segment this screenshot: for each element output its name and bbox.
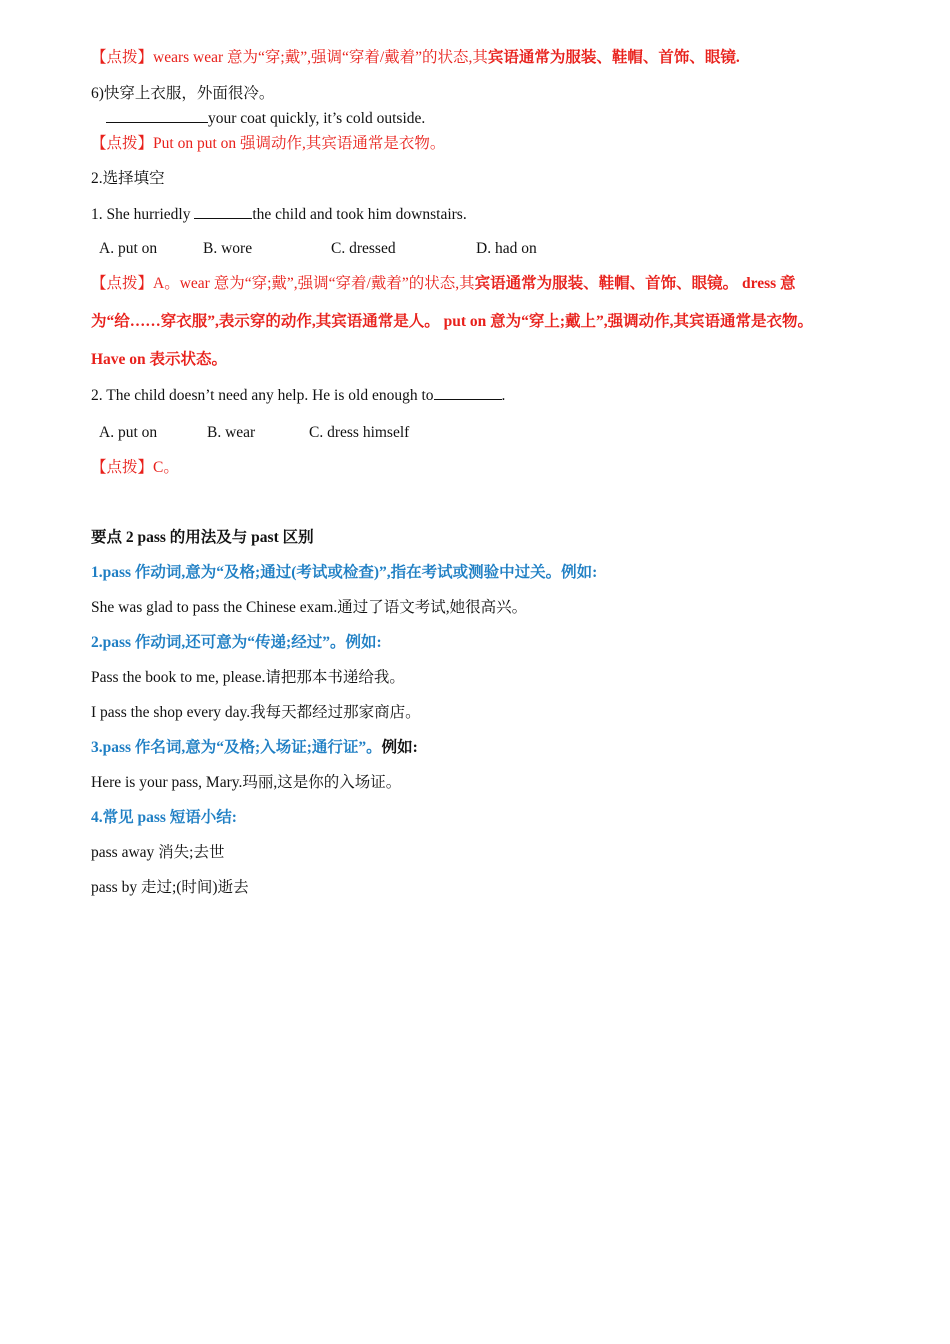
point-2-heading-2: 2.pass 作动词,还可意为“传递;经过”。例如: bbox=[91, 634, 382, 651]
tip-line-1 bbox=[91, 48, 740, 68]
mc2-option-b[interactable]: B. wear bbox=[207, 424, 256, 441]
point-2-example-3: Here is your pass, Mary.玛丽,这是你的入场证。 bbox=[91, 774, 402, 791]
point-2-heading-4: 4.常见 pass 短语小结: bbox=[91, 809, 237, 826]
point-2-example-2b: I pass the shop every day.我每天都经过那家商店。 bbox=[91, 704, 421, 721]
question-6-text: your coat quickly, it’s cold outside. bbox=[208, 110, 426, 127]
tip-line-3 bbox=[91, 274, 796, 294]
section-title-choice: 2.选择填空 bbox=[91, 170, 165, 187]
phrase-pass-by: pass by 走过;(时间)逝去 bbox=[91, 879, 249, 896]
tip-text: wear 意为“穿;戴”,强调“穿着/戴着”的状态,其 bbox=[179, 275, 475, 292]
answer-blank[interactable] bbox=[434, 385, 502, 400]
point-2-example-1: She was glad to pass the Chinese exam.通过了语文考试,她很高兴。 bbox=[91, 599, 528, 616]
heading-3-text: 3.pass 作名词,意为“及格;入场证;通行证”。 bbox=[91, 739, 382, 756]
tip-bracket: 【点拨】 bbox=[91, 49, 154, 66]
answer-blank[interactable] bbox=[106, 108, 208, 123]
heading-3-example-label: 例如: bbox=[381, 739, 418, 756]
question-6-sentence bbox=[106, 108, 425, 129]
tip-bracket: 【点拨】 bbox=[91, 135, 154, 152]
tip-bold-text: 宾语通常为服装、鞋帽、首饰、眼镜。 dress 意 bbox=[474, 275, 796, 292]
tip-line-2 bbox=[91, 134, 445, 154]
mc-question-1-after: the child and took him downstairs. bbox=[252, 206, 467, 223]
tip-bracket: 【点拨】 bbox=[91, 459, 154, 476]
mc1-option-a[interactable]: A. put on bbox=[99, 240, 158, 257]
point-2-heading-3 bbox=[91, 738, 418, 758]
mc2-option-c[interactable]: C. dress himself bbox=[309, 424, 410, 441]
phrase-pass-away: pass away 消失;去世 bbox=[91, 844, 225, 861]
point-2-heading-1: 1.pass 作动词,意为“及格;通过(考试或检查)”,指在考试或测验中过关。例如: bbox=[91, 564, 598, 581]
mc-question-1-before: 1. She hurriedly bbox=[91, 206, 195, 223]
mc1-option-c[interactable]: C. dressed bbox=[331, 240, 396, 257]
mc1-option-d[interactable]: D. had on bbox=[476, 240, 537, 257]
tip-bold-text: 宾语通常为服装、鞋帽、首饰、眼镜. bbox=[487, 49, 740, 66]
question-6-prompt: 6)快穿上衣服，外面很冷。 bbox=[91, 85, 275, 102]
point-2-title: 要点 2 pass 的用法及与 past 区别 bbox=[91, 529, 314, 546]
tip-bracket: 【点拨】 bbox=[91, 275, 154, 292]
tip-line-3b: 为“给……穿衣服”,表示穿的动作,其宾语通常是人。 put on 意为“穿上;戴上”,强调动作,其宾语通常是衣物。 bbox=[91, 313, 814, 330]
tip-line-3c: Have on 表示状态。 bbox=[91, 351, 228, 368]
mc1-option-b[interactable]: B. wore bbox=[203, 240, 253, 257]
point-2-example-2a: Pass the book to me, please.请把那本书递给我。 bbox=[91, 669, 405, 686]
mc-question-2-before: 2. The child doesn’t need any help. He is old enough to bbox=[91, 387, 434, 404]
tip-line-4 bbox=[91, 458, 179, 478]
tip-text: Put on put on 强调动作,其宾语通常是衣物。 bbox=[153, 135, 446, 152]
mc2-option-a[interactable]: A. put on bbox=[99, 424, 158, 441]
mc-question-1 bbox=[91, 204, 467, 225]
answer-blank[interactable] bbox=[194, 204, 252, 219]
tip-answer: A。 bbox=[153, 275, 180, 292]
tip-answer: C。 bbox=[153, 459, 179, 476]
tip-text: wears wear 意为“穿;戴”,强调“穿着/戴着”的状态,其 bbox=[153, 49, 488, 66]
mc-question-2 bbox=[91, 385, 505, 406]
mc-question-2-after: . bbox=[501, 387, 506, 404]
